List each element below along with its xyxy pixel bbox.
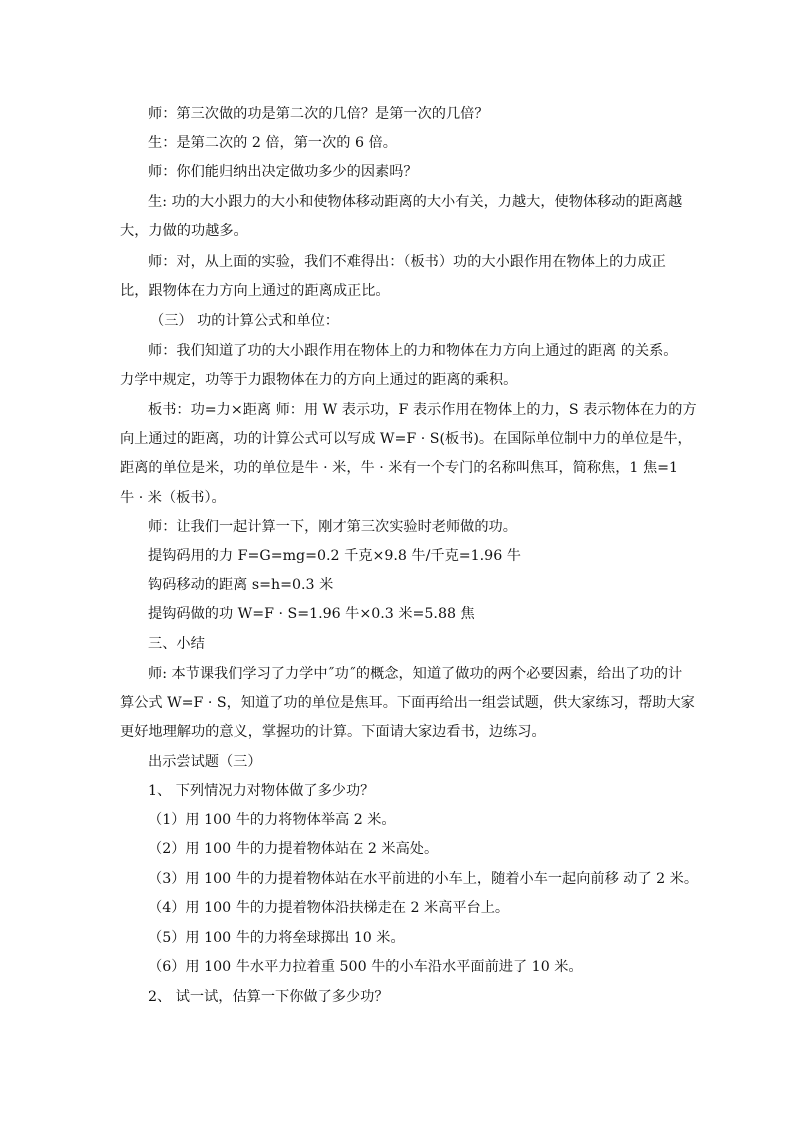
formula-line: 提钩码用的力 F=G=mg=0.2 千克×9.8 牛/千克=1.96 牛 xyxy=(148,548,521,564)
paragraph-line: 生: 功的大小跟力的大小和使物体移动距离的大小有关，力越大，使物体移动的距离越 xyxy=(148,194,683,210)
paragraph-line: 师：你们能归纳出决定做功多少的因素吗？ xyxy=(148,164,418,180)
paragraph-line: 距离的单位是米，功的单位是牛 · 米，牛 · 米有一个专门的名称叫焦耳，简称焦，1 焦=1 xyxy=(120,460,679,476)
section-heading: 三、小结 xyxy=(148,636,205,652)
paragraph-line: 师：对，从上面的实验，我们不难得出：（板书）功的大小跟作用在物体上的力成正 xyxy=(148,254,666,270)
paragraph-line: 更好地理解功的意义，掌握功的计算。下面请大家边看书，边练习。 xyxy=(120,724,546,740)
exercise-item: （6）用 100 牛水平力拉着重 500 牛的小车沿水平面前进了 10 米。 xyxy=(148,959,583,975)
paragraph-line: 算公式 W=F · S，知道了功的单位是焦耳。下面再给出一组尝试题，供大家练习，帮助大家 xyxy=(120,695,695,711)
paragraph-line: 大，力做的功越多。 xyxy=(120,223,248,239)
section-heading: （三） 功的计算公式和单位： xyxy=(150,313,339,329)
paragraph-line: 板书：功=力×距离 师：用 W 表示功，F 表示作用在物体上的力，S 表示物体在力的方 xyxy=(148,402,697,418)
exercise-item: （3）用 100 牛的力提着物体站在水平前进的小车上，随着小车一起向前移 动了 2 米。 xyxy=(148,871,699,887)
paragraph-line: 生：是第二次的 2 倍，第一次的 6 倍。 xyxy=(148,135,397,151)
paragraph-line: 师: 本节课我们学习了力学中˝功˝的概念，知道了做功的两个必要因素，给出了功的计 xyxy=(148,666,683,682)
paragraph-line: 力学中规定，功等于力跟物体在力的方向上通过的距离的乘积。 xyxy=(120,372,518,388)
formula-line: 提钩码做的功 W=F · S=1.96 牛×0.3 米=5.88 焦 xyxy=(148,606,475,622)
formula-line: 钩码移动的距离 s=h=0.3 米 xyxy=(148,577,334,593)
paragraph-line: 师：我们知道了功的大小跟作用在物体上的力和物体在力方向上通过的距离 的关系。 xyxy=(148,343,678,359)
paragraph-line: 师：第三次做的功是第二次的几倍？是第一次的几倍？ xyxy=(148,106,489,122)
exercise-item: （1）用 100 牛的力将物体举高 2 米。 xyxy=(148,812,396,828)
exercise-question: 1、 下列情况力对物体做了多少功？ xyxy=(148,783,375,799)
paragraph-line: 向上通过的距离，功的计算公式可以写成 W=F · S(板书)。在国际单位制中力的单位是牛， xyxy=(120,431,692,447)
exercise-item: （4）用 100 牛的力提着物体沿扶梯走在 2 米高平台上。 xyxy=(148,900,510,916)
paragraph-line: 比，跟物体在力方向上通过的距离成正比。 xyxy=(120,283,390,299)
paragraph-line: 牛 · 米（板书）。 xyxy=(120,490,226,506)
paragraph-line: 出示尝试题（三） xyxy=(148,754,262,770)
exercise-question: 2、 试一试，估算一下你做了多少功？ xyxy=(148,989,389,1005)
exercise-item: （2）用 100 牛的力提着物体站在 2 米高处。 xyxy=(148,841,439,857)
paragraph-line: 师：让我们一起计算一下，刚才第三次实验时老师做的功。 xyxy=(148,519,517,535)
exercise-item: （5）用 100 牛的力将垒球掷出 10 米。 xyxy=(148,930,405,946)
